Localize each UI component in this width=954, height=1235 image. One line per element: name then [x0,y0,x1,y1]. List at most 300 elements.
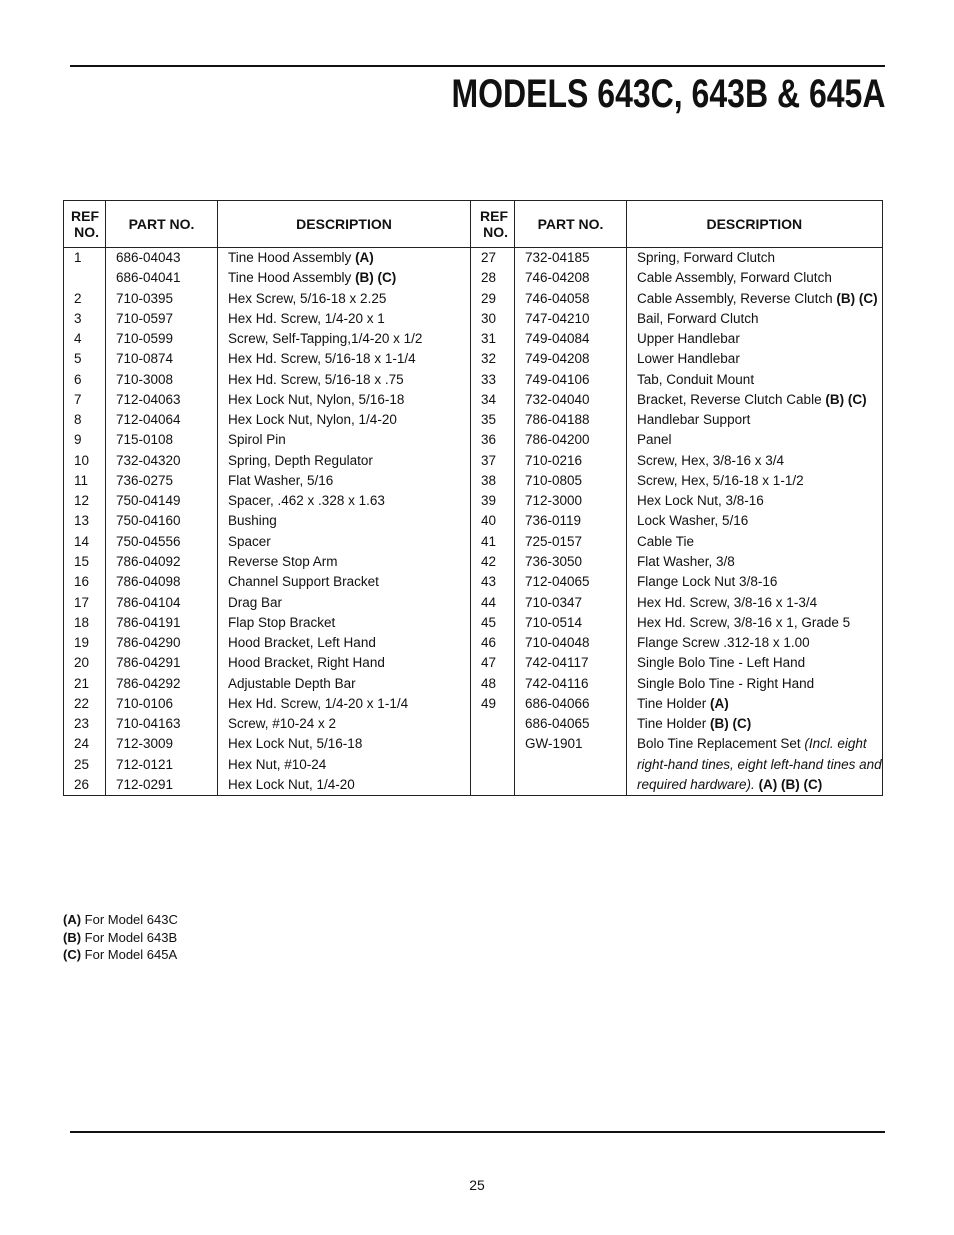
table-row [471,552,883,572]
ref-no-cell [471,309,515,329]
ref-no-text: 27 [481,250,497,265]
table-row [64,755,471,775]
description-text: Spacer [228,533,271,549]
ref-no-cell [471,755,515,775]
description-cell [218,491,471,511]
ref-no-cell [64,471,106,491]
description-text: Spring, Forward Clutch [637,250,776,265]
part-no-cell [106,714,218,734]
description-text: Flat Washer, 5/16 [228,472,334,488]
part-no-text: 749-04208 [525,351,590,367]
ref-no-text: 23 [74,716,90,732]
part-no-text: 686-04041 [116,270,181,286]
part-no-text: 742-04116 [525,675,589,691]
ref-no-cell [64,694,106,714]
ref-no-text: 48 [481,675,497,691]
part-no-text: 750-04149 [116,493,181,509]
part-no-text: 736-3050 [525,553,583,569]
part-no-cell [106,674,218,694]
model-tag: (A) [710,695,729,711]
description-cell [627,613,883,633]
ref-no-cell [471,532,515,552]
description-header: DESCRIPTION [627,201,883,248]
table-row [64,390,471,410]
part-no-cell [106,734,218,754]
table-row [64,451,471,471]
table-row [64,370,471,390]
part-no-cell [515,674,627,694]
description-cell [218,268,471,288]
table-row [471,289,883,309]
part-no-cell [515,775,627,796]
part-no-text: 749-04084 [525,331,590,347]
ref-no-cell [471,613,515,633]
description-text: Tine Hood Assembly [228,270,356,286]
table-row [471,451,883,471]
footnote-line [63,946,178,964]
description-text: Flange Lock Nut 3/8-16 [637,574,778,590]
part-no-cell [515,390,627,410]
ref-no-text: 7 [74,391,82,407]
ref-no-text: 41 [481,533,497,549]
description-text: Cable Assembly, Forward Clutch [637,270,832,286]
description-text: Bushing [228,513,277,529]
part-no-text: 712-3000 [525,493,583,509]
part-no-text: 710-0395 [116,290,174,306]
ref-no-text: 26 [74,776,90,792]
part-no-cell [515,653,627,673]
parts-table-right [470,200,883,796]
ref-no-cell [471,471,515,491]
description-cell [627,329,883,349]
table-row [471,572,883,592]
ref-no-text: 36 [481,432,497,448]
description-text: Single Bolo Tine - Right Hand [637,675,815,691]
ref-no-cell [64,410,106,430]
table-row [64,593,471,613]
description-text: Hex Hd. Screw, 3/8-16 x 1, Grade 5 [637,614,851,630]
ref-no-text: 45 [481,614,497,630]
ref-no-text: 24 [74,736,90,752]
part-no-text: 710-0805 [525,472,583,488]
ref-no-text: 15 [74,553,90,569]
table-row [64,491,471,511]
description-text: Hood Bracket, Left Hand [228,635,376,651]
description-cell [627,674,883,694]
ref-no-text: 44 [481,594,497,610]
description-text: Flap Stop Bracket [228,614,336,630]
table-row [64,653,471,673]
model-tag: (B) (C) [355,270,397,286]
part-no-text: 732-04040 [525,391,590,407]
part-no-text: 712-0121 [116,756,174,772]
ref-no-text: 34 [481,391,497,407]
model-tag: (B) (C) [710,716,752,732]
ref-no-cell [471,390,515,410]
description-text: Spacer, .462 x .328 x 1.63 [228,493,385,509]
footnote-line [63,929,178,947]
ref-no-cell [64,755,106,775]
description-text: Hex Lock Nut, 3/8-16 [637,493,764,509]
ref-no-cell [471,674,515,694]
description-text: Screw, #10-24 x 2 [228,716,337,732]
description-text: Hex Hd. Screw, 1/4-20 x 1-1/4 [228,695,409,711]
description-note: required hardware). [637,776,755,792]
ref-no-text: 29 [481,290,497,306]
part-no-text: 686-04065 [525,716,590,732]
ref-no-text: 19 [74,635,90,651]
part-no-text: 715-0108 [116,432,174,448]
ref-no-cell [64,329,106,349]
ref-no-cell [64,552,106,572]
ref-no-cell [471,653,515,673]
ref-no-text: 9 [74,432,82,448]
part-no-text: 710-0599 [116,331,174,347]
part-no-cell [515,329,627,349]
description-cell [218,309,471,329]
model-tag: (A) (B) (C) [754,776,823,792]
ref-no-cell [471,552,515,572]
description-text: Hex Screw, 5/16-18 x 2.25 [228,290,387,306]
part-no-text: 710-0106 [116,695,174,711]
ref-no-cell [64,390,106,410]
description-text: Cable Tie [637,533,695,549]
description-text: Channel Support Bracket [228,574,379,590]
description-cell [218,653,471,673]
description-cell [218,572,471,592]
description-text: Flange Screw .312-18 x 1.00 [637,635,810,651]
ref-no-cell [471,491,515,511]
ref-no-cell [64,775,106,796]
description-text: Cable Assembly, Reverse Clutch [637,290,837,306]
ref-no-cell [471,633,515,653]
description-cell [218,775,471,796]
part-no-cell [515,593,627,613]
ref-no-text: 32 [481,351,497,367]
ref-no-text: 20 [74,655,90,671]
ref-no-text: 30 [481,310,497,326]
ref-no-text: 14 [74,533,90,549]
ref-no-text: 37 [481,452,497,468]
description-cell [627,370,883,390]
ref-no-cell [64,370,106,390]
ref-no-cell [64,349,106,369]
ref-no-text: 38 [481,472,497,488]
ref-no-text: 43 [481,574,497,590]
part-no-text: 786-04188 [525,412,590,428]
ref-no-text: 31 [481,331,497,347]
description-cell [218,633,471,653]
description-cell [627,633,883,653]
table-header-row [64,201,471,248]
description-cell [218,593,471,613]
part-no-text: 746-04208 [525,270,590,286]
part-no-cell [106,613,218,633]
description-cell [627,289,883,309]
part-no-cell [106,633,218,653]
description-cell [218,755,471,775]
ref-no-cell [471,694,515,714]
ref-no-text: 42 [481,553,497,569]
description-text: Hex Hd. Screw, 5/16-18 x .75 [228,371,404,387]
model-footnotes [63,911,178,964]
description-cell [627,471,883,491]
table-row [64,471,471,491]
part-no-cell [515,309,627,329]
description-text: Handlebar Support [637,412,751,428]
table-row [471,511,883,531]
description-cell [627,552,883,572]
ref-no-text: 47 [481,655,497,671]
description-cell [218,329,471,349]
part-no-cell [515,714,627,734]
description-text: Reverse Stop Arm [228,553,338,569]
part-no-cell [515,289,627,309]
table-row [471,775,883,796]
description-text: Panel [637,432,672,448]
description-cell [218,390,471,410]
part-no-text: 710-3008 [116,371,174,387]
ref-no-cell [64,309,106,329]
description-cell [627,410,883,430]
table-row [64,734,471,754]
table-row [64,309,471,329]
part-no-cell [106,572,218,592]
description-cell [627,572,883,592]
ref-no-text: 8 [74,412,82,428]
ref-no-cell [471,349,515,369]
description-text: Lock Washer, 5/16 [637,513,749,529]
table-row [471,593,883,613]
ref-no-text: 1 [74,250,82,265]
table-row [471,309,883,329]
table-row [471,471,883,491]
ref-no-text: 33 [481,371,497,387]
table-row [471,248,883,269]
description-cell [218,349,471,369]
description-text: Hex Hd. Screw, 1/4-20 x 1 [228,310,385,326]
description-text: Hood Bracket, Right Hand [228,655,385,671]
ref-no-cell [471,714,515,734]
part-no-cell [106,370,218,390]
description-text: Hex Lock Nut, 1/4-20 [228,776,355,792]
part-no-cell [106,511,218,531]
ref-no-cell [471,410,515,430]
part-no-text: 747-04210 [525,310,590,326]
ref-no-cell [64,491,106,511]
description-cell [218,511,471,531]
description-cell [627,349,883,369]
description-cell [627,755,883,775]
ref-no-text: 17 [74,594,90,610]
part-no-text: GW-1901 [525,736,583,752]
ref-no-cell [64,572,106,592]
table-row [64,329,471,349]
ref-no-cell [64,674,106,694]
part-no-cell [106,248,218,269]
table-row [471,430,883,450]
part-no-cell [515,532,627,552]
part-no-cell [106,451,218,471]
ref-no-cell [64,268,106,288]
ref-no-cell [64,653,106,673]
part-no-cell [106,532,218,552]
description-text: Hex Hd. Screw, 3/8-16 x 1-3/4 [637,594,818,610]
part-no-cell [106,390,218,410]
ref-no-cell [64,248,106,269]
bottom-rule [70,1131,885,1133]
part-no-text: 736-0119 [525,513,582,529]
table-row [64,714,471,734]
part-no-cell [515,248,627,269]
part-no-cell [106,289,218,309]
table-row [471,410,883,430]
ref-no-text: 40 [481,513,497,529]
table-row [471,653,883,673]
ref-no-cell [64,532,106,552]
table-row [64,775,471,796]
part-no-text: 686-04043 [116,250,181,265]
description-cell [627,451,883,471]
ref-no-text: 4 [74,331,82,347]
description-cell [627,248,883,269]
description-text: Tab, Conduit Mount [637,371,755,387]
top-rule [70,65,885,67]
description-text: Bolo Tine Replacement Set [637,736,805,752]
part-no-text: 736-0275 [116,472,174,488]
description-cell [627,734,883,754]
table-row [64,633,471,653]
description-text: Spring, Depth Regulator [228,452,373,468]
ref-no-cell [471,248,515,269]
model-tag: (B) (C) [825,391,867,407]
footnote-tag: (A) [63,912,82,927]
table-header-row [471,201,883,248]
description-text: Screw, Hex, 3/8-16 x 3/4 [637,452,785,468]
ref-no-text: 6 [74,371,82,387]
description-cell [218,471,471,491]
description-text: Adjustable Depth Bar [228,675,356,691]
ref-no-cell [64,613,106,633]
table-row [64,532,471,552]
part-no-text: 712-04063 [116,391,181,407]
table-row [471,613,883,633]
part-no-text: 686-04066 [525,695,590,711]
ref-no-cell [471,572,515,592]
description-cell [218,552,471,572]
table-row [64,674,471,694]
part-no-text: 786-04291 [116,655,181,671]
ref-no-text: 21 [74,675,90,691]
part-no-cell [515,734,627,754]
part-no-cell [515,471,627,491]
description-text: Hex Lock Nut, Nylon, 5/16-18 [228,391,405,407]
description-cell [218,430,471,450]
table-row [471,694,883,714]
description-note: (Incl. eight [804,736,867,752]
ref-no-text: 18 [74,614,90,630]
part-no-cell [515,552,627,572]
description-cell [627,694,883,714]
part-no-text: 786-04092 [116,553,181,569]
part-no-text: 786-04098 [116,574,181,590]
part-no-cell [515,410,627,430]
part-no-cell [106,410,218,430]
part-no-text: 732-04320 [116,452,181,468]
page-title: MODELS 643C, 643B & 645A [451,72,885,116]
ref-no-text: 13 [74,513,90,529]
ref-no-text: 10 [74,452,90,468]
part-no-cell [515,572,627,592]
part-no-cell [515,491,627,511]
part-no-text: 725-0157 [525,533,583,549]
table-row [471,633,883,653]
description-cell [218,532,471,552]
ref-no-text: 28 [481,270,497,286]
table-row [64,694,471,714]
table-row [64,268,471,288]
part-no-cell [106,755,218,775]
part-no-text: 712-0291 [116,776,174,792]
ref-no-text: 11 [74,472,89,488]
footnote-line [63,911,178,929]
description-cell [218,613,471,633]
ref-no-cell [64,714,106,734]
part-no-text: 710-0874 [116,351,174,367]
part-no-cell [106,268,218,288]
part-no-text: 710-0597 [116,310,174,326]
ref-no-text: 39 [481,493,497,509]
ref-no-text: 46 [481,635,497,651]
description-cell [627,511,883,531]
description-cell [218,410,471,430]
footnote-tag: (C) [63,947,82,962]
description-cell [218,248,471,269]
ref-no-cell [471,775,515,796]
description-text: Lower Handlebar [637,351,740,367]
part-no-text: 712-3009 [116,736,174,752]
part-no-cell [515,349,627,369]
description-cell [218,451,471,471]
table-row [64,349,471,369]
ref-no-cell [471,430,515,450]
part-no-text: 786-04292 [116,675,181,691]
description-cell [218,734,471,754]
part-no-cell [106,309,218,329]
part-no-text: 746-04058 [525,290,590,306]
part-no-text: 750-04160 [116,513,181,529]
ref-no-text: 22 [74,695,90,711]
description-cell [627,532,883,552]
ref-no-header: REF NO. [64,201,106,248]
part-no-text: 732-04185 [525,250,590,265]
ref-no-cell [471,511,515,531]
ref-no-text: 5 [74,351,82,367]
ref-no-cell [64,430,106,450]
description-note: right-hand tines, eight left-hand tines and [637,756,882,772]
model-tag: (B) (C) [836,290,878,306]
ref-no-text: 3 [74,310,82,326]
description-cell [218,289,471,309]
part-no-text: 710-04163 [116,716,181,732]
part-no-text: 710-0514 [525,614,583,630]
ref-no-cell [471,734,515,754]
parts-table-left [63,200,471,796]
ref-no-cell [64,289,106,309]
footnote-text: For Model 643C [81,912,178,927]
description-text: Screw, Self-Tapping,1/4-20 x 1/2 [228,331,423,347]
part-no-cell [515,451,627,471]
